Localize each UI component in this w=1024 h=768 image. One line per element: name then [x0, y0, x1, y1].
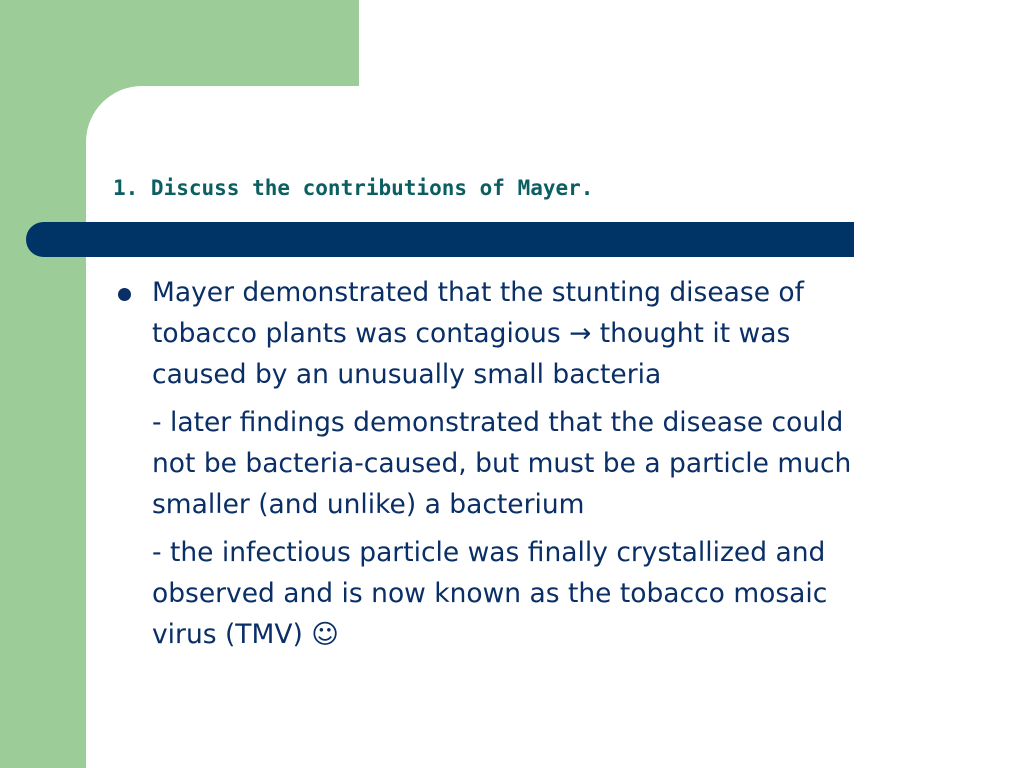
- sub-paragraph-crystallized: [152, 532, 1002, 655]
- para3-line-3: virus (TMV): [152, 619, 303, 650]
- title-underline-bar: [26, 222, 854, 257]
- bullet-dot-icon: [118, 288, 131, 301]
- bullet-paragraph: [152, 272, 1002, 395]
- bullet-line-2b: thought it was: [599, 318, 791, 349]
- para3-line-1: - the infectious particle was finally crystallized and: [152, 537, 826, 568]
- bullet-line-3: caused by an unusually small bacteria: [152, 359, 662, 390]
- slide-body: [152, 272, 1002, 662]
- para3-line-2: observed and is now known as the tobacco mosaic: [152, 578, 828, 609]
- para2-line-1: - later findings demonstrated that the disease could: [152, 407, 844, 438]
- bullet-line-2a: tobacco plants was contagious: [152, 318, 561, 349]
- para2-line-3: smaller (and unlike) a bacterium: [152, 489, 585, 520]
- smiley-icon: ☺: [311, 619, 339, 650]
- bullet-line-1: Mayer demonstrated that the stunting disease of: [152, 277, 804, 308]
- sub-paragraph-later-findings: [152, 402, 1002, 525]
- arrow-icon: →: [569, 318, 592, 349]
- slide-title: 1. Discuss the contributions of Mayer.: [113, 176, 594, 200]
- para2-line-2: not be bacteria-caused, but must be a particle much: [152, 448, 852, 479]
